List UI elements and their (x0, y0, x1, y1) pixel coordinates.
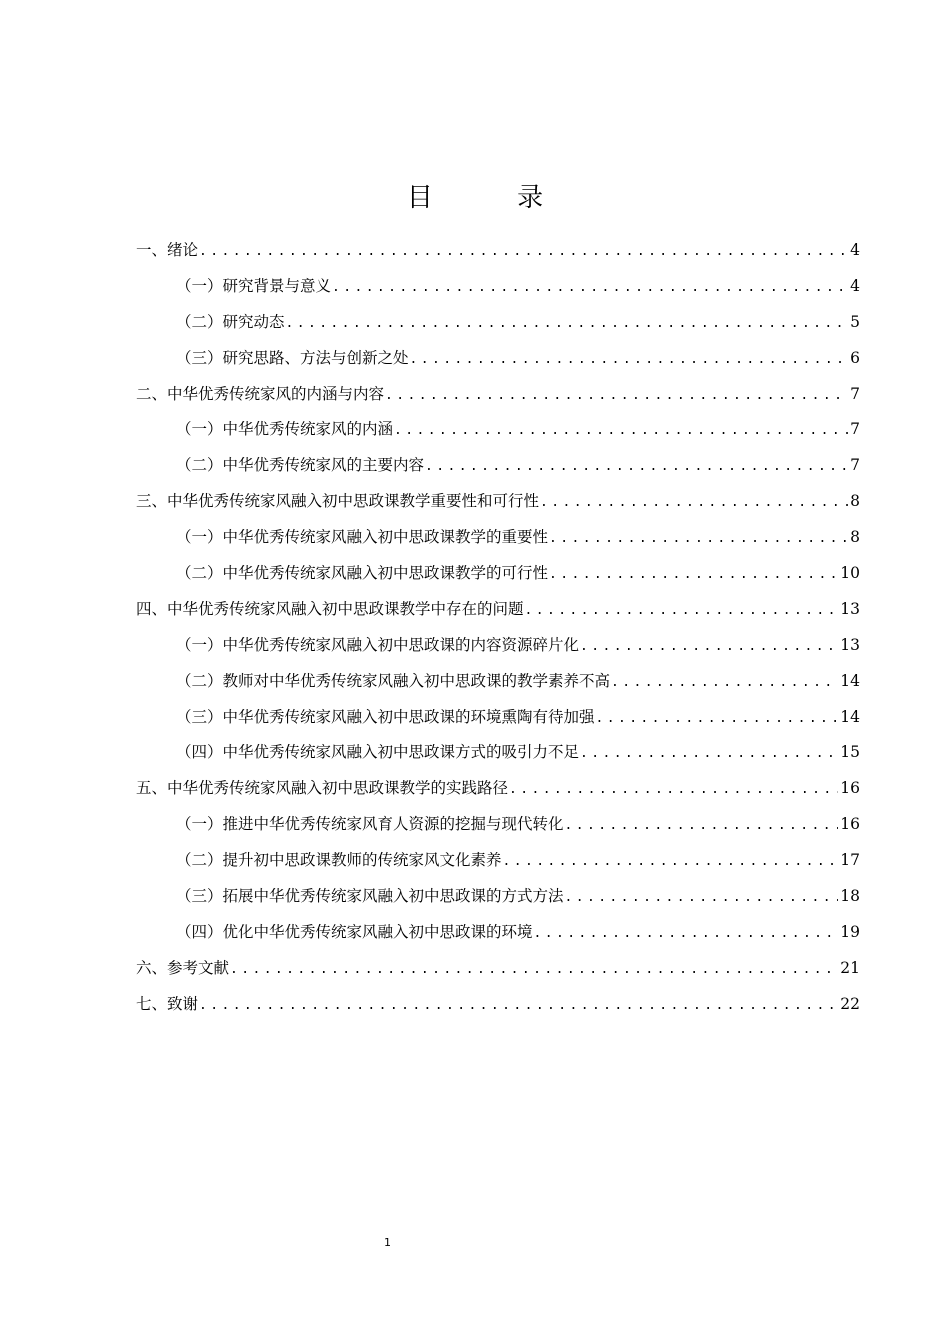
toc-entry-label: （四）优化中华优秀传统家风融入初中思政课的环境 (176, 922, 533, 941)
toc-entry-label: 一、绪论 (136, 241, 199, 259)
toc-leader-dots (540, 485, 848, 521)
toc-entry-page: 18 (840, 887, 860, 906)
toc-leader-dots (230, 952, 838, 988)
toc-leader-dots (525, 593, 839, 629)
toc-leader-dots (286, 306, 848, 342)
toc-entry-label: 五、中华优秀传统家风融入初中思政课教学的实践路径 (136, 779, 509, 798)
toc-entry-label: （四）中华优秀传统家风融入初中思政课方式的吸引力不足 (176, 743, 580, 762)
toc-entry-page: 10 (840, 564, 860, 583)
toc-entry-page: 15 (840, 743, 860, 762)
toc-entry-page: 5 (850, 312, 860, 331)
toc-entry-page: 6 (850, 348, 860, 367)
toc-entry-page: 14 (840, 671, 860, 690)
toc-entry[interactable] (136, 915, 860, 951)
toc-entry[interactable] (136, 592, 860, 628)
toc-entry[interactable] (136, 951, 860, 987)
toc-leader-dots (410, 342, 848, 378)
toc-entry-label: （二）教师对中华优秀传统家风融入初中思政课的教学素养不高 (176, 671, 611, 690)
toc-entry[interactable] (136, 341, 860, 377)
toc-entry-page: 16 (840, 815, 860, 834)
toc-entry[interactable] (136, 879, 860, 915)
toc-entry-label: 三、中华优秀传统家风融入初中思政课教学重要性和可行性 (136, 492, 540, 511)
toc-entry-label: （三）拓展中华优秀传统家风融入初中思政课的方式方法 (176, 887, 564, 906)
toc-entry-page: 19 (840, 922, 860, 941)
toc-entry-page: 21 (840, 958, 860, 977)
toc-leader-dots (549, 557, 838, 593)
toc-entry-label: （一）中华优秀传统家风融入初中思政课教学的重要性 (176, 528, 549, 547)
toc-entry-page: 16 (840, 779, 860, 798)
page-title: 目 录 (406, 183, 582, 213)
toc-entry-label: （三）研究思路、方法与创新之处 (176, 348, 409, 367)
toc-leader-dots (611, 665, 838, 701)
toc-entry[interactable] (136, 520, 860, 556)
toc-entry[interactable] (136, 556, 860, 592)
toc-entry-page: 13 (840, 635, 860, 654)
table-of-contents (136, 233, 860, 1023)
toc-entry[interactable] (136, 664, 860, 700)
toc-leader-dots (332, 270, 848, 306)
toc-entry-label: （二）研究动态 (176, 312, 285, 331)
toc-entry[interactable] (136, 771, 860, 807)
toc-leader-dots (394, 413, 848, 449)
toc-leader-dots (425, 449, 848, 485)
toc-entry-label: 四、中华优秀传统家风融入初中思政课教学中存在的问题 (136, 599, 524, 618)
toc-leader-dots (565, 808, 839, 844)
toc-entry-label: （一）研究背景与意义 (176, 276, 332, 295)
toc-entry[interactable] (136, 269, 860, 305)
toc-entry[interactable] (136, 700, 860, 736)
toc-entry-label: （二）中华优秀传统家风融入初中思政课教学的可行性 (176, 564, 549, 583)
toc-entry-page: 22 (840, 994, 860, 1013)
toc-leader-dots (509, 772, 838, 808)
toc-entry[interactable] (136, 305, 860, 341)
toc-entry[interactable] (136, 484, 860, 520)
toc-entry[interactable] (136, 807, 860, 843)
toc-entry-label: （一）推进中华优秀传统家风育人资源的挖掘与现代转化 (176, 815, 564, 834)
toc-entry-label: 七、致谢 (136, 994, 199, 1013)
toc-entry-label: （一）中华优秀传统家风融入初中思政课的内容资源碎片化 (176, 635, 580, 654)
toc-entry-page: 17 (840, 851, 860, 870)
toc-entry[interactable] (136, 448, 860, 484)
toc-leader-dots (385, 378, 848, 414)
toc-entry-page: 13 (840, 599, 860, 618)
toc-entry-label: 六、参考文献 (136, 958, 230, 977)
toc-entry-page: 14 (840, 707, 860, 726)
toc-entry-label: （三）中华优秀传统家风融入初中思政课的环境熏陶有待加强 (176, 707, 595, 726)
toc-entry-label: （二）提升初中思政课教师的传统家风文化素养 (176, 851, 502, 870)
page-number: 1 (384, 1236, 391, 1249)
toc-leader-dots (199, 988, 838, 1024)
toc-entry-page: 8 (850, 528, 860, 547)
toc-entry-page: 7 (850, 420, 860, 439)
toc-entry-page: 4 (850, 241, 860, 259)
toc-entry-page: 7 (850, 384, 860, 403)
toc-entry-page: 7 (850, 456, 860, 475)
toc-leader-dots (549, 521, 848, 557)
toc-leader-dots (534, 916, 839, 952)
toc-leader-dots (565, 880, 839, 916)
toc-leader-dots (580, 629, 838, 665)
toc-entry-page: 8 (850, 492, 860, 511)
toc-entry[interactable] (136, 843, 860, 879)
toc-leader-dots (580, 736, 838, 772)
toc-leader-dots (199, 234, 848, 270)
toc-entry[interactable] (136, 628, 860, 664)
toc-entry-page: 4 (850, 276, 860, 295)
toc-entry[interactable] (136, 377, 860, 413)
toc-entry-label: （二）中华优秀传统家风的主要内容 (176, 456, 425, 475)
toc-entry[interactable] (136, 735, 860, 771)
toc-entry[interactable] (136, 412, 860, 448)
toc-entry-label: （一）中华优秀传统家风的内涵 (176, 420, 394, 439)
toc-leader-dots (503, 844, 839, 880)
toc-entry[interactable] (136, 233, 860, 269)
toc-entry-label: 二、中华优秀传统家风的内涵与内容 (136, 384, 385, 403)
toc-entry[interactable] (136, 987, 860, 1023)
toc-leader-dots (596, 701, 839, 737)
